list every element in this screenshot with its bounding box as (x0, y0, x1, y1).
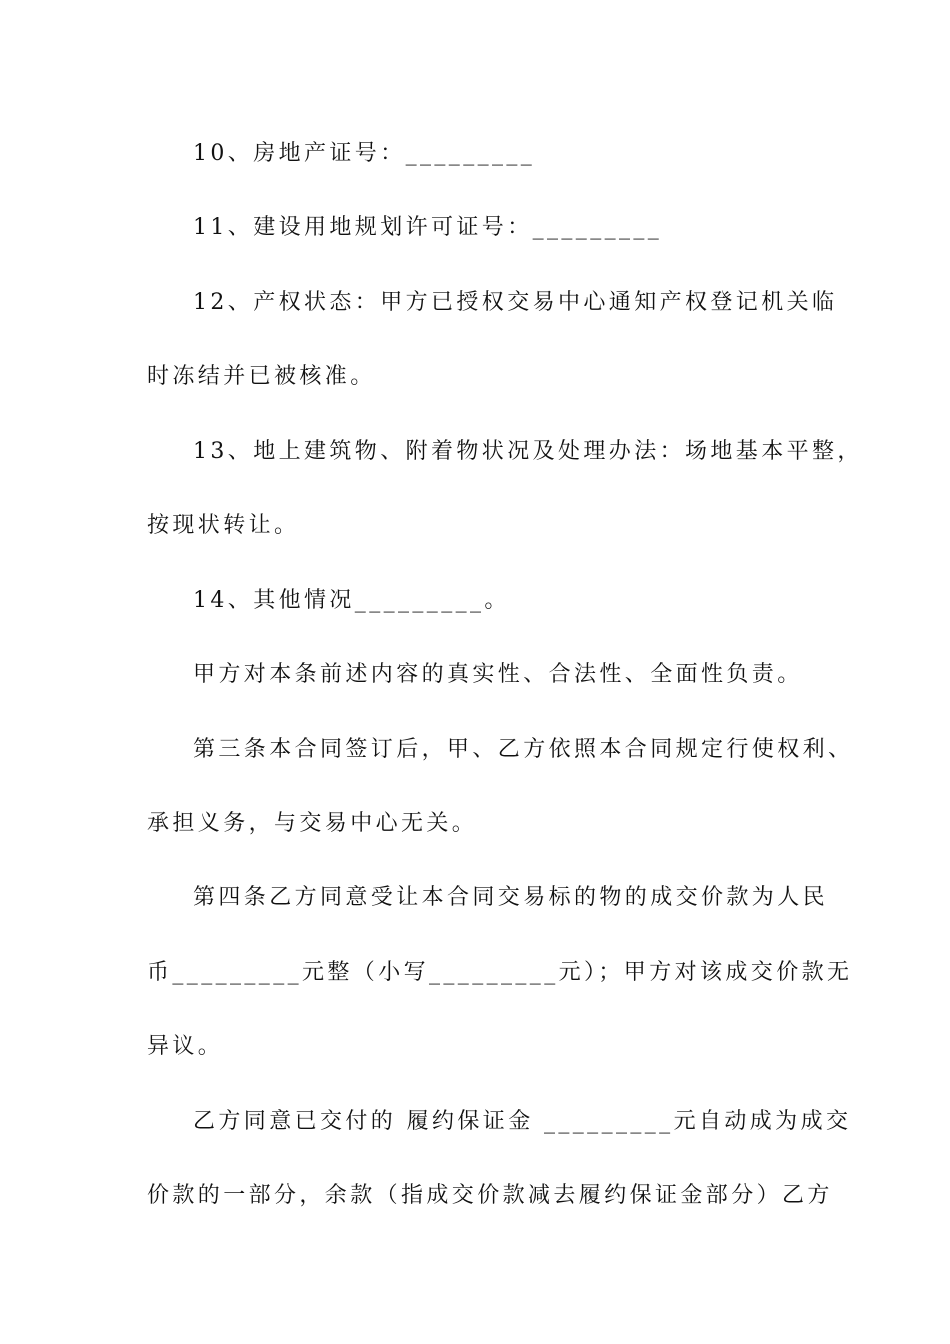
responsibility-line: 甲方对本条前述内容的真实性、合法性、全面性负责。 (193, 662, 803, 687)
clause-14-line: 14、其他情况_________。 (193, 588, 510, 613)
clause-13-line-1: 13、地上建筑物、附着物状况及处理办法：场地基本平整， (193, 439, 863, 464)
deposit-line-2: 价款的一部分，余款（指成交价款减去履约保证金部分）乙方 (147, 1183, 833, 1208)
clause-13-line-2: 按现状转让。 (147, 513, 300, 538)
article-3-line-2: 承担义务，与交易中心无关。 (147, 811, 478, 836)
article-4-line-1: 第四条乙方同意受让本合同交易标的物的成交价款为人民 (193, 885, 829, 910)
article-4-line-3: 异议。 (147, 1034, 224, 1059)
clause-12-line-2: 时冻结并已被核准。 (147, 364, 376, 389)
clause-10-line: 10、房地产证号：_________ (193, 141, 536, 166)
article-4-line-2: 币_________元整（小写_________元）；甲方对该成交价款无 (147, 960, 853, 985)
article-3-line-1: 第三条本合同签订后，甲、乙方依照本合同规定行使权利、 (193, 737, 854, 762)
clause-11-line: 11、建设用地规划许可证号：_________ (193, 215, 663, 240)
deposit-line-1: 乙方同意已交付的 履约保证金 _________元自动成为成交 (193, 1109, 852, 1134)
clause-12-line-1: 12、产权状态：甲方已授权交易中心通知产权登记机关临 (193, 290, 838, 315)
